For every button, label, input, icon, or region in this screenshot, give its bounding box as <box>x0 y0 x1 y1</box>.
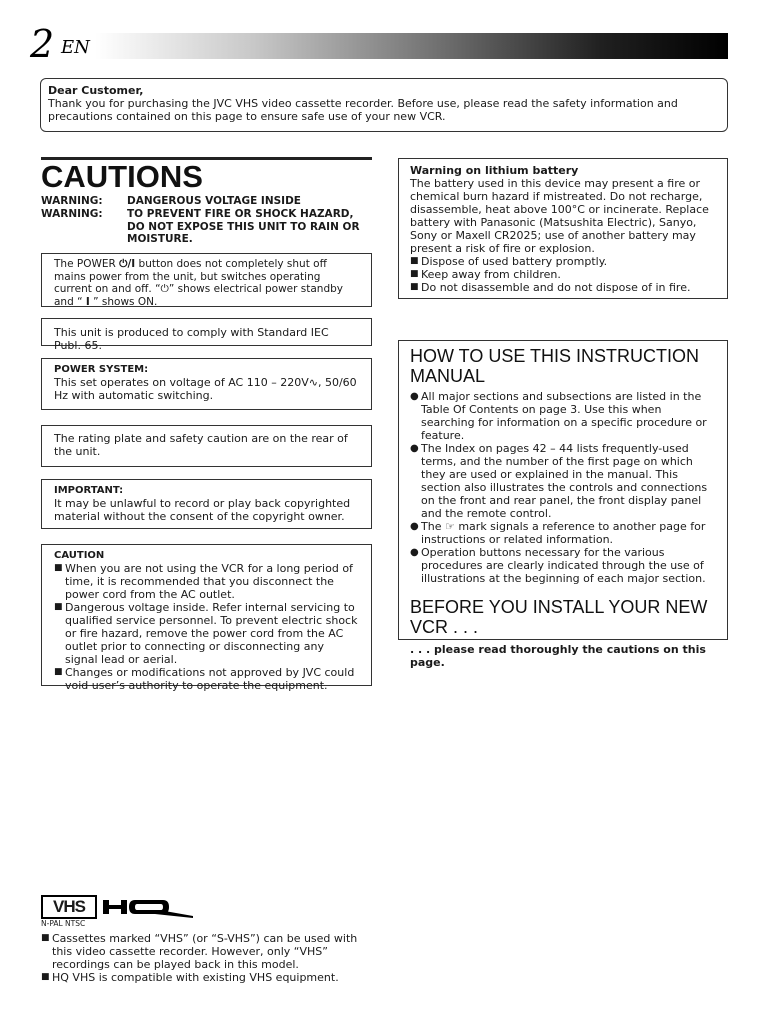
pointing-hand-icon: ☞ <box>444 520 455 533</box>
power-text: ” shows ON. <box>89 295 158 308</box>
square-bullet-icon: ■ <box>54 602 63 612</box>
how-to-item-text: The <box>421 520 445 533</box>
how-to-item-text: Operation buttons necessary for the various procedures are clearly indicated through the use of illustrations at the beginning of each major section. <box>421 546 706 585</box>
square-bullet-icon: ■ <box>410 256 419 266</box>
page-number: 2 <box>30 22 55 66</box>
list-item <box>410 546 716 585</box>
dear-customer-title: Dear Customer, <box>48 84 144 97</box>
dot-bullet-icon: ● <box>410 391 419 402</box>
before-install-text: . . . please read thoroughly the cautions on this page. <box>410 643 706 669</box>
how-to-item-text: The Index on pages 42 – 44 lists frequently-used terms, and the number of the first page on which they are used or explained in the manual. This section also illustrates the controls and connections on the front and rear panel, the front display panel and the remote control. <box>421 442 708 520</box>
caution-item-text: When you are not using the VCR for a long period of time, it is recommended that you disconnect the power cord from the AC outlet. <box>65 562 353 601</box>
warning-label: WARNING: <box>41 208 103 220</box>
before-install-title: BEFORE YOU INSTALL YOUR NEW VCR . . . <box>410 597 708 637</box>
square-bullet-icon: ■ <box>54 563 63 573</box>
power-system-box <box>41 358 372 410</box>
lithium-item-text: Keep away from children. <box>421 268 561 281</box>
language-label: EN <box>61 37 90 58</box>
list-item <box>410 520 716 546</box>
rating-plate-text: The rating plate and safety caution are on the rear of the unit. <box>54 432 348 458</box>
list-item <box>410 255 716 268</box>
power-button-notice-box <box>41 253 372 307</box>
important-text: It may be unlawful to record or play back copyrighted material without the consent of the copyright owner. <box>54 497 351 523</box>
power-system-title: POWER SYSTEM: <box>54 364 149 375</box>
important-box <box>41 479 372 529</box>
important-title: IMPORTANT: <box>54 485 124 496</box>
vhs-logo: VHS <box>41 895 97 919</box>
list-item <box>410 281 716 294</box>
caution-box <box>41 544 372 692</box>
rating-plate-box <box>41 425 372 467</box>
power-text: “ <box>155 283 161 295</box>
how-to-item-text: mark signals a reference to another page for instructions or related information. <box>421 520 706 546</box>
list-item <box>410 442 716 520</box>
lithium-text: The battery used in this device may present a fire or chemical burn hazard if mistreated. Do not recharge, disassemble, heat above 100°C or incinerate. Replace battery with Panasonic (Matsushita Electric), Sanyo, Sony or Maxell CR2025; use of another battery may present a risk of fire or explosion. <box>410 177 709 255</box>
square-bullet-icon: ■ <box>54 667 63 677</box>
warning-text: TO PREVENT FIRE OR SHOCK HAZARD, DO NOT EXPOSE THIS UNIT TO RAIN OR MOISTURE. <box>127 208 360 245</box>
dear-customer-box <box>40 78 728 132</box>
lithium-title: Warning on lithium battery <box>410 164 579 177</box>
list-item <box>410 268 716 281</box>
how-to-use-title: HOW TO USE THIS INSTRUCTION MANUAL <box>410 346 700 386</box>
caution-title: CAUTION <box>54 550 105 561</box>
power-text: button does not completely shut off mains power from the unit, but switches operating current on and off. <box>54 258 327 295</box>
iec-standard-box <box>41 318 372 352</box>
on-icon: I <box>85 295 90 308</box>
power-text: The POWER <box>54 258 120 270</box>
list-item <box>41 971 373 984</box>
vhs-format-label: N-PAL NTSC <box>41 919 86 928</box>
lithium-item-text: Dispose of used battery promptly. <box>421 255 608 268</box>
hq-logo-icon <box>101 895 196 919</box>
square-bullet-icon: ■ <box>41 933 50 943</box>
list-item <box>54 666 359 692</box>
dot-bullet-icon: ● <box>410 547 419 558</box>
square-bullet-icon: ■ <box>41 972 50 982</box>
square-bullet-icon: ■ <box>410 282 419 292</box>
how-to-use-box <box>398 340 728 669</box>
on-icon: I <box>131 258 136 270</box>
dot-bullet-icon: ● <box>410 443 419 454</box>
lithium-item-text: Do not disassemble and do not dispose of in fire. <box>421 281 691 294</box>
warning-label: WARNING: <box>41 195 103 207</box>
list-item <box>54 562 359 601</box>
standby-icon: ⏻ <box>119 258 128 270</box>
power-text: ” shows electrical power standby and “ <box>54 283 344 308</box>
dear-customer-text: Thank you for purchasing the JVC VHS video cassette recorder. Before use, please read the safety information and precautions contained on this page to ensure safe use of your new VCR. <box>48 97 678 123</box>
how-to-item-text: All major sections and subsections are listed in the Table Of Contents on page 3. Use this when searching for information on a specific procedure or feature. <box>421 390 707 442</box>
vhs-compatibility-notes <box>41 932 373 984</box>
dot-bullet-icon: ● <box>410 521 419 532</box>
power-standby-on-icon: ⏻/I <box>119 258 136 270</box>
square-bullet-icon: ■ <box>410 269 419 279</box>
iec-standard-text: This unit is produced to comply with Standard IEC Publ. 65. <box>54 326 329 352</box>
header-gradient-bar <box>95 33 728 59</box>
list-item <box>41 932 373 971</box>
power-system-text: This set operates on voltage of AC 110 – 220V∿, 50/60 Hz with automatic switching. <box>54 376 357 402</box>
list-item <box>410 390 716 442</box>
power-button-notice <box>54 258 359 308</box>
list-item <box>54 601 359 666</box>
caution-item-text: Changes or modifications not approved by JVC could void user’s authority to operate the equipment. <box>65 666 355 692</box>
warning-text: DANGEROUS VOLTAGE INSIDE <box>127 195 301 207</box>
cautions-title: CAUTIONS <box>41 159 203 194</box>
lithium-battery-box <box>398 158 728 299</box>
compatibility-text: HQ VHS is compatible with existing VHS equipment. <box>52 971 339 984</box>
standby-icon: ⏻ <box>160 283 169 295</box>
compatibility-text: Cassettes marked “VHS” (or “S-VHS”) can be used with this video cassette recorder. However, only “VHS” recordings can be played back in this model. <box>52 932 358 971</box>
caution-item-text: Dangerous voltage inside. Refer internal servicing to qualified service personnel. To prevent electric shock or fire hazard, remove the power cord from the AC outlet prior to connecting or disconnecting any signal lead or aerial. <box>65 601 358 666</box>
